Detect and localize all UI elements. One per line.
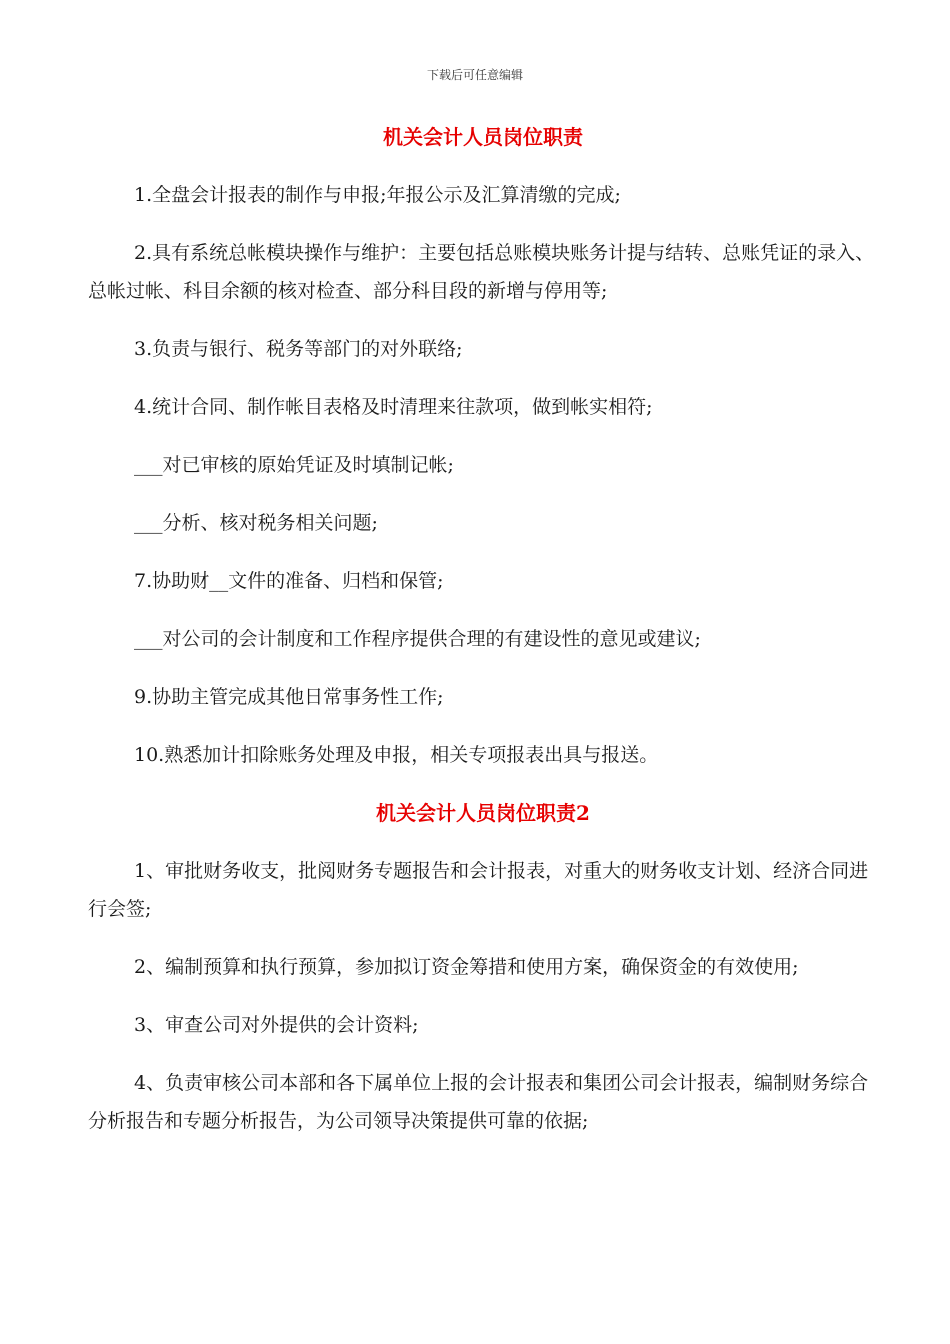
- duty-item: 7.协助财__文件的准备、归档和保管;: [134, 570, 444, 592]
- duty-item: 3、审查公司对外提供的会计资料;: [134, 1014, 419, 1036]
- duty-item: 3.负责与银行、税务等部门的对外联络;: [134, 338, 463, 360]
- duty-item: 1、审批财务收支，批阅财务专题报告和会计报表，对重大的财务收支计划、经济合同进行会签;: [88, 860, 869, 920]
- duty-item: ___分析、核对税务相关问题;: [134, 512, 378, 534]
- page-header: 下载后可任意编辑: [426, 68, 523, 82]
- document-body: [88, 118, 878, 1160]
- duty-item: 2.具有系统总帐模块操作与维护：主要包括总账模块账务计提与结转、总账凭证的录入、总帐过帐、科目余额的核对检查、部分科目段的新增与停用等;: [88, 242, 875, 302]
- duty-item: 4、负责审核公司本部和各下属单位上报的会计报表和集团公司会计报表，编制财务综合分析报告和专题分析报告，为公司领导决策提供可靠的依据;: [88, 1072, 869, 1132]
- duty-item: 10.熟悉加计扣除账务处理及申报，相关专项报表出具与报送。: [134, 744, 659, 766]
- duty-item: 9.协助主管完成其他日常事务性工作;: [134, 686, 444, 708]
- duty-item: 1.全盘会计报表的制作与申报;年报公示及汇算清缴的完成;: [134, 184, 621, 206]
- duty-item: ___对公司的会计制度和工作程序提供合理的有建设性的意见或建议;: [134, 628, 701, 650]
- duty-item: 2、编制预算和执行预算，参加拟订资金筹措和使用方案，确保资金的有效使用;: [134, 956, 799, 978]
- section-title: 机关会计人员岗位职责2: [376, 801, 590, 825]
- duty-item: ___对已审核的原始凭证及时填制记帐;: [134, 454, 454, 476]
- duty-item: 4.统计合同、制作帐目表格及时清理来往款项，做到帐实相符;: [134, 396, 653, 418]
- section-title: 机关会计人员岗位职责: [383, 125, 583, 149]
